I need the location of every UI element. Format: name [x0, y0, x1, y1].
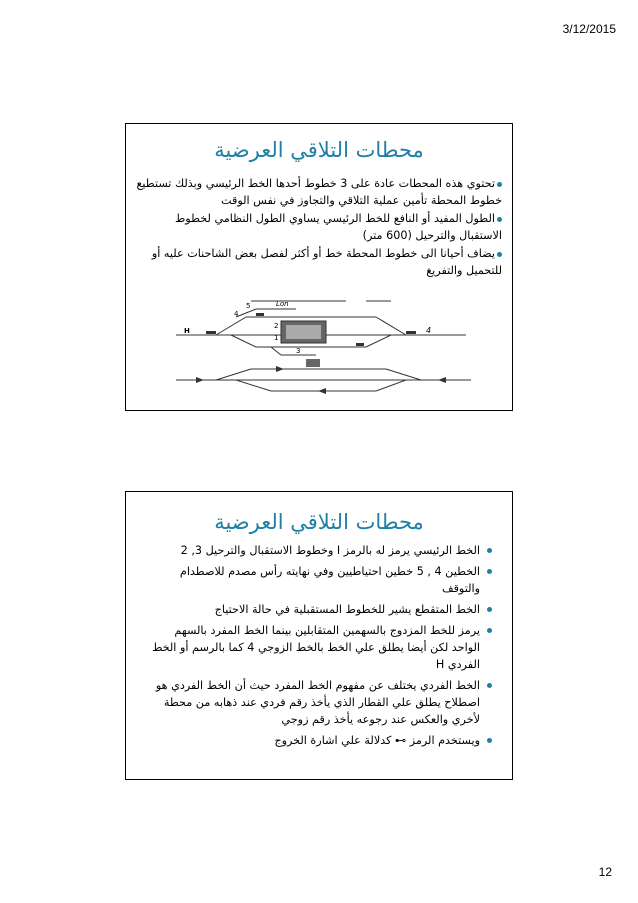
diagram-label-track-3: 3: [296, 347, 301, 355]
diagram-label-track-5: 5: [246, 302, 251, 310]
diagram-label-4: 4: [426, 326, 432, 335]
page-date: 3/12/2015: [562, 22, 616, 36]
bullet-dot-icon: [497, 217, 502, 222]
bullet-text: يضاف أحيانا الى خطوط المحطة خط أو أكثر لفصل بعض الشاحنات عليه أو للتحميل والتفريغ: [151, 247, 502, 277]
station-building-lower-icon: [306, 359, 320, 367]
station-track-diagram: [176, 295, 471, 395]
bullet-text: الطول المفيد أو النافع للخط الرئيسي يساوي الطول النظامي لخطوط الاستقبال والترحيل (600 متر): [174, 212, 502, 242]
bullet-text: الخط المتقطع يشير للخطوط المستقبلية في حالة الاحتياج: [214, 603, 480, 616]
slide-2-title: محطات التلاقي العرضية: [214, 510, 424, 534]
slide-1-bullets: [134, 175, 502, 280]
slide-2-bullets: [146, 542, 492, 753]
bullet-text: تحتوي هذه المحطات عادة على 3 خطوط أحدها الخط الرئيسي وبذلك تستطيع خطوط المحطة تأمين عملية التلاقي والتجاوز في نفس الوقت: [136, 177, 502, 207]
bullet-text: يرمز للخط المزدوج بالسهمين المتقابلين بينما الخط المفرد بالسهم الواحد لكن أيضا يطلق علي الخط بالخط الزوجي 4 كما بالرسم أو الخط الفردي H: [152, 624, 480, 671]
bullet-dot-icon: [497, 252, 502, 257]
slide-1: [125, 123, 513, 411]
bullet-dot-icon: [487, 738, 492, 743]
platform-icon: [286, 325, 321, 339]
bullet-dot-icon: [487, 683, 492, 688]
bullet-dot-icon: [487, 607, 492, 612]
page-number: 12: [598, 865, 612, 879]
bullet-item: [146, 622, 492, 673]
bullet-dot-icon: [487, 569, 492, 574]
slide-2: [125, 491, 513, 780]
bullet-item: [134, 175, 502, 209]
bullet-dot-icon: [497, 182, 502, 187]
diagram-label-h: H: [184, 327, 190, 335]
diagram-label-track-4: 4: [234, 310, 239, 318]
bullet-text: الخط الرئيسي يرمز له بالرمز I وخطوط الاستقبال والترحيل 3, 2: [180, 544, 480, 557]
bullet-item: [146, 677, 492, 728]
diagram-label-track-2: 2: [274, 322, 279, 330]
bullet-item: [146, 601, 492, 618]
bullet-dot-icon: [487, 628, 492, 633]
bullet-item: [146, 563, 492, 597]
bullet-dot-icon: [487, 548, 492, 553]
bullet-item: [146, 732, 492, 749]
bullet-text: الخط الفردي يختلف عن مفهوم الخط المفرد حيث أن الخط الفردي هو اصطلاح يطلق علي القطار الذي يأخذ رقم فردي عند ذهابه من محطة لأخري والعكس عند رجوعه يأخذ رقم زوجي: [155, 679, 480, 726]
bullet-item: [134, 245, 502, 279]
bullet-text: ويستخدم الرمز ⊶ كدلالة علي اشارة الخروج: [274, 734, 480, 747]
bullet-text: الخطين 4 , 5 خطين احتياطيين وفي نهايته رأس مصدم للاصطدام والتوقف: [179, 565, 480, 595]
diagram-label-lon: Lon: [276, 300, 289, 308]
bullet-item: [146, 542, 492, 559]
bullet-item: [134, 210, 502, 244]
slide-1-title: محطات التلاقي العرضية: [214, 138, 424, 162]
diagram-label-track-1: 1: [274, 334, 279, 342]
